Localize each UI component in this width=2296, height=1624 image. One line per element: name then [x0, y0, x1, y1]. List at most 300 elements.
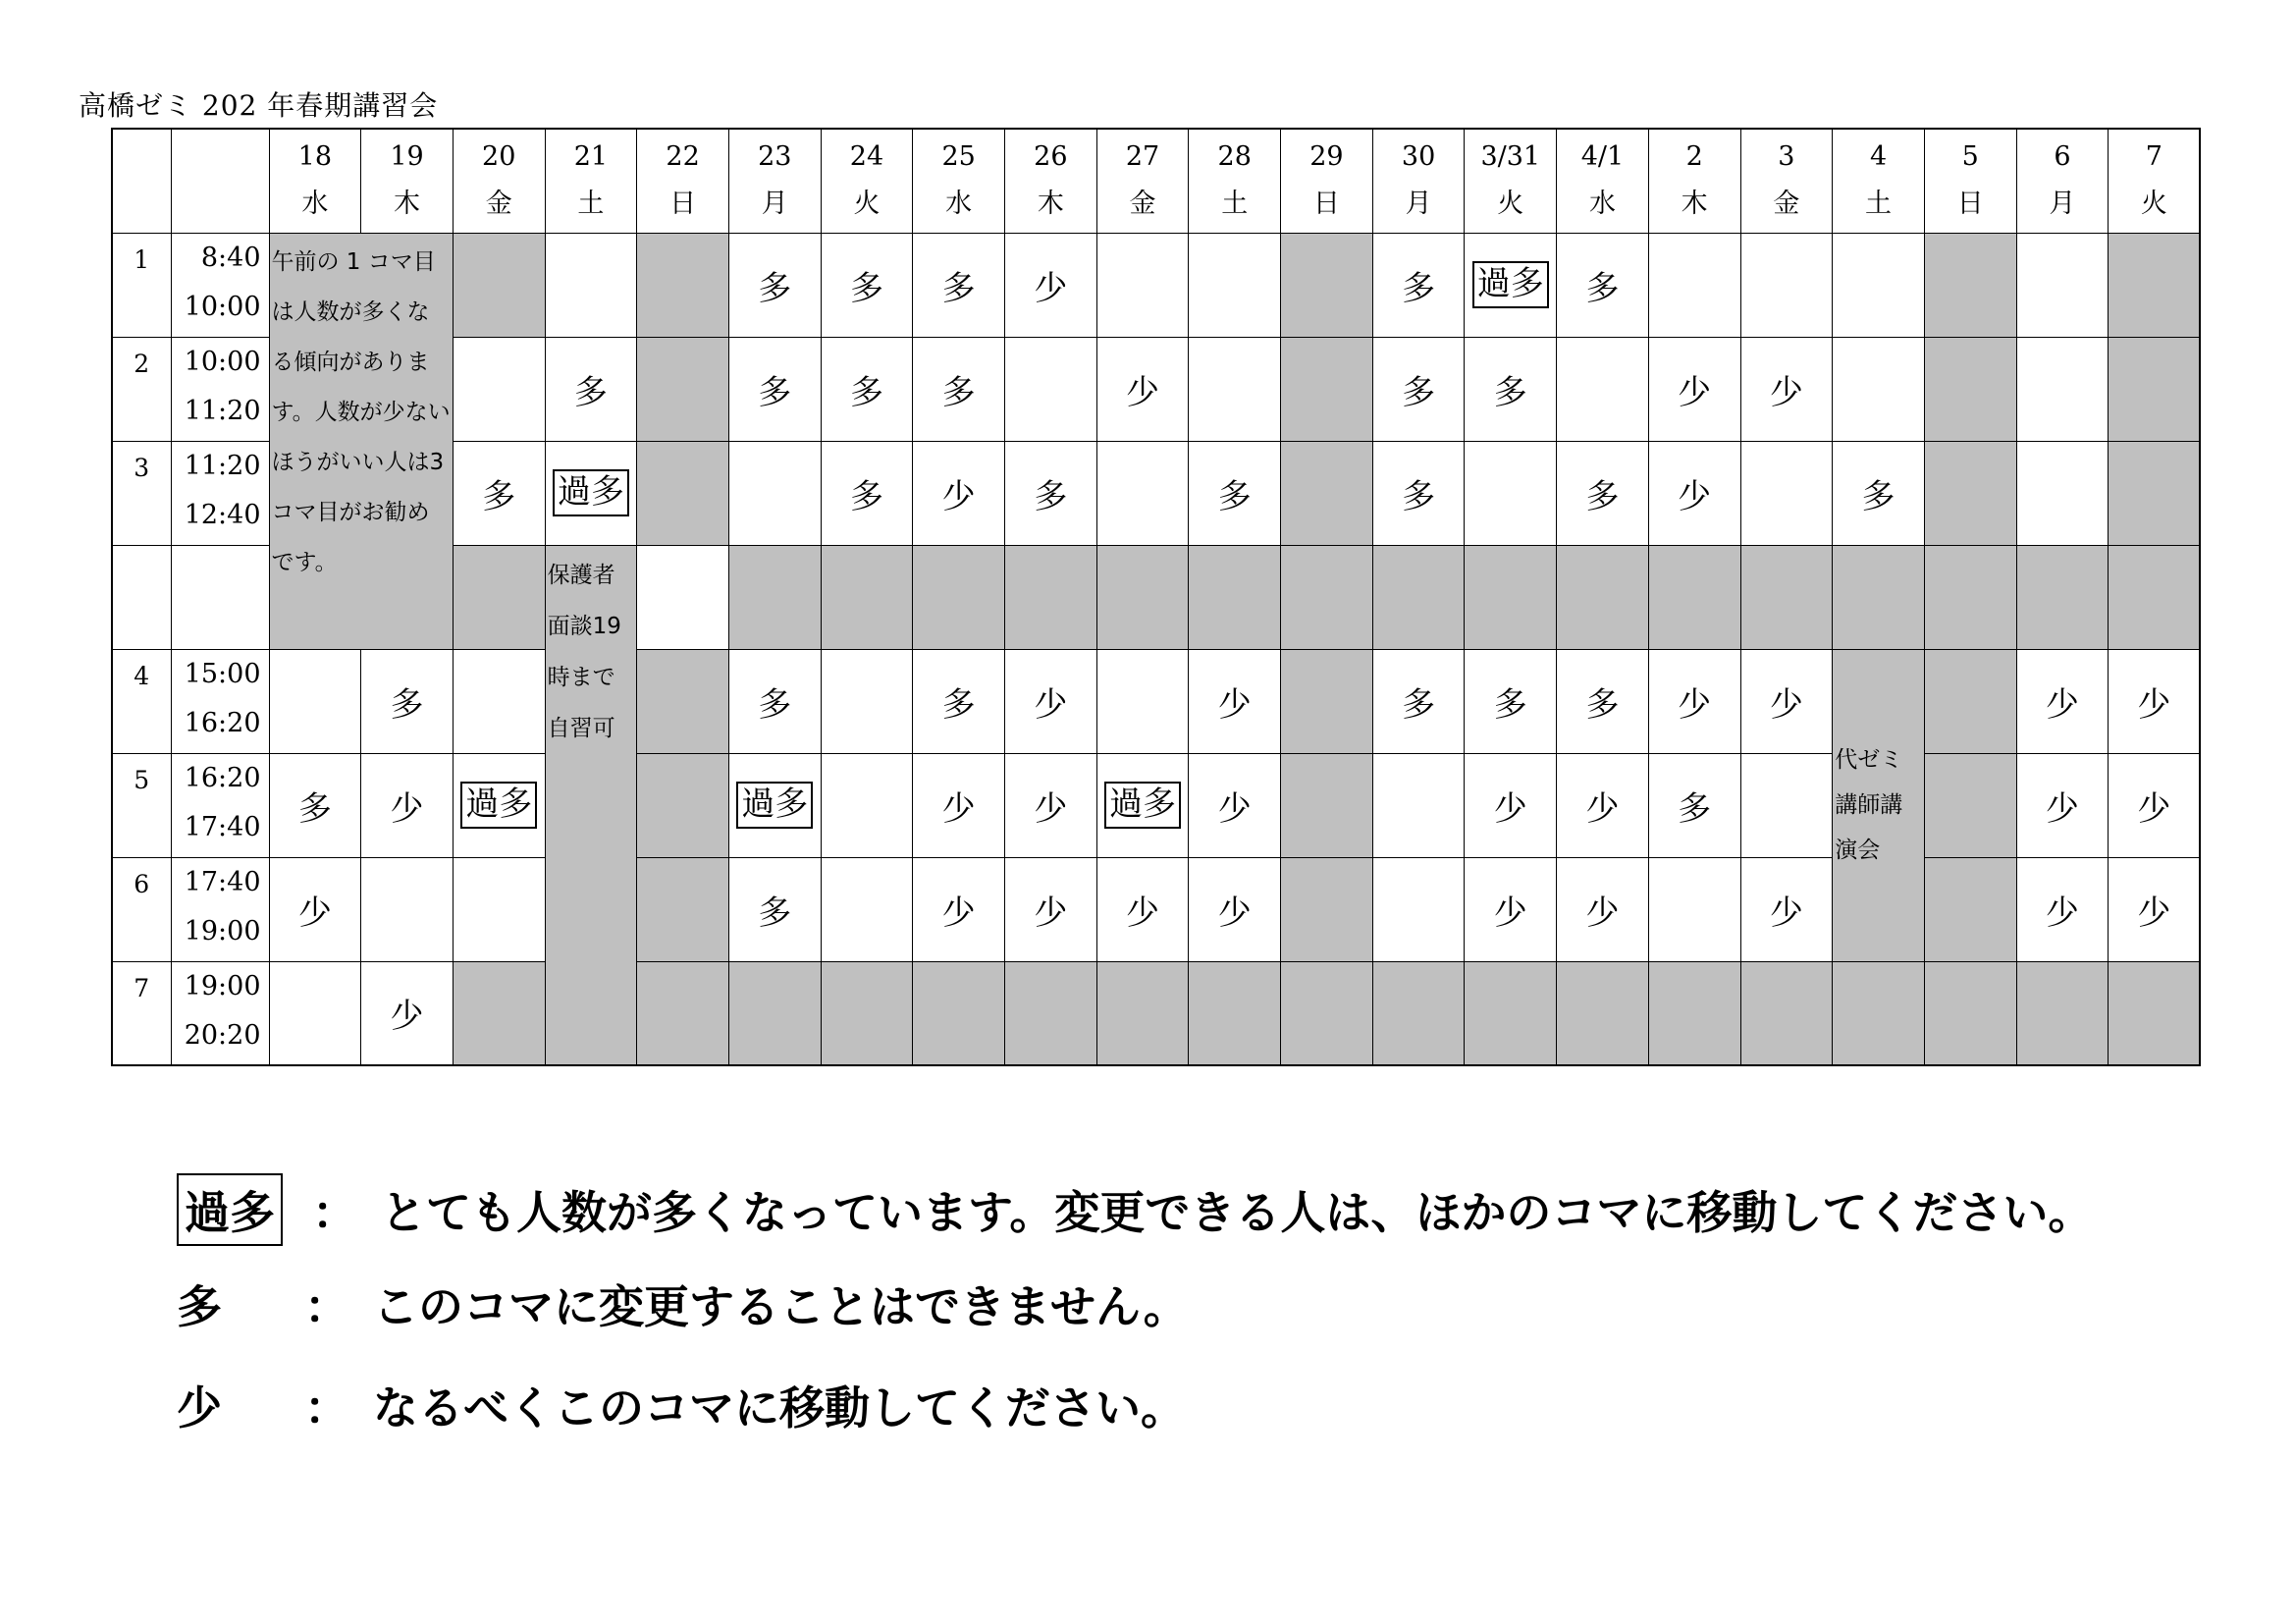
day-number: 2 — [1685, 141, 1703, 173]
day-header — [2016, 129, 2109, 233]
day-number: 6 — [2054, 141, 2071, 173]
busy-mark: 多 — [941, 372, 976, 412]
crowded-mark: 過多 — [736, 782, 813, 828]
slot-cell — [1189, 545, 1281, 649]
day-header — [1281, 129, 1373, 233]
slot-cell — [1833, 961, 1925, 1065]
slot-cell — [1740, 337, 1833, 441]
period-time — [171, 545, 269, 649]
slot-cell — [637, 337, 729, 441]
busy-mark: 多 — [1402, 684, 1436, 725]
busy-mark: 多 — [1402, 268, 1436, 308]
busy-mark: 多 — [297, 788, 332, 829]
slot-cell — [1465, 337, 1557, 441]
slot-cell — [1372, 441, 1465, 545]
time-end: 17:40 — [184, 811, 261, 842]
weekday: 月 — [761, 189, 788, 220]
slot-cell — [1005, 441, 1097, 545]
weekday: 日 — [1956, 189, 1984, 220]
weekday: 日 — [1312, 189, 1340, 220]
day-header — [2109, 129, 2201, 233]
slot-cell — [1005, 857, 1097, 961]
crowded-mark: 過多 — [553, 469, 629, 515]
available-mark: 少 — [390, 788, 424, 829]
period-time — [171, 753, 269, 857]
slot-cell — [1833, 337, 1925, 441]
slot-cell — [1096, 961, 1189, 1065]
day-header — [821, 129, 913, 233]
slot-cell — [728, 753, 821, 857]
weekday: 木 — [394, 189, 421, 220]
busy-mark: 多 — [758, 684, 792, 725]
slot-cell — [1372, 961, 1465, 1065]
day-header — [728, 129, 821, 233]
slot-cell — [545, 441, 637, 545]
available-mark: 少 — [941, 893, 976, 933]
slot-cell — [1005, 337, 1097, 441]
available-mark: 少 — [297, 893, 332, 933]
slot-cell — [1924, 857, 2016, 961]
available-mark: 少 — [1769, 372, 1803, 412]
time-start: 10:00 — [184, 346, 261, 377]
time-end: 11:20 — [184, 395, 261, 426]
day-header — [1372, 129, 1465, 233]
slot-cell — [361, 961, 454, 1065]
slot-cell — [1740, 545, 1833, 649]
slot-cell — [637, 857, 729, 961]
weekday: 土 — [577, 189, 605, 220]
slot-cell — [821, 233, 913, 337]
slot-cell — [2109, 961, 2201, 1065]
period-time — [171, 337, 269, 441]
day-number: 5 — [1961, 141, 1979, 173]
slot-cell — [1465, 857, 1557, 961]
period-time — [171, 441, 269, 545]
slot-cell — [1096, 233, 1189, 337]
slot-cell — [1372, 545, 1465, 649]
slot-cell — [1005, 649, 1097, 753]
day-header — [1005, 129, 1097, 233]
available-mark: 少 — [1678, 684, 1712, 725]
slot-cell — [1005, 753, 1097, 857]
slot-cell — [2016, 337, 2109, 441]
slot-cell — [1648, 441, 1740, 545]
day-number: 22 — [666, 141, 700, 173]
slot-cell — [269, 753, 361, 857]
busy-mark: 多 — [941, 268, 976, 308]
legend-key: 少 — [177, 1381, 222, 1435]
period-row — [112, 233, 2200, 337]
slot-cell — [1740, 753, 1833, 857]
slot-cell — [1557, 961, 1649, 1065]
day-number: 3/31 — [1480, 141, 1541, 173]
available-mark: 少 — [2045, 893, 2079, 933]
legend-key: 過多 — [177, 1173, 283, 1246]
busy-mark: 多 — [482, 476, 516, 516]
time-end: 19:00 — [184, 915, 261, 947]
legend-colon: ： — [304, 1381, 349, 1435]
slot-cell — [1096, 857, 1189, 961]
slot-cell — [913, 233, 1005, 337]
available-mark: 少 — [2045, 788, 2079, 829]
slot-cell — [361, 753, 454, 857]
day-number: 19 — [390, 141, 424, 173]
available-mark: 少 — [1585, 893, 1620, 933]
time-end: 16:20 — [184, 707, 261, 738]
period-number: 7 — [112, 961, 171, 1065]
day-header — [913, 129, 1005, 233]
slot-cell — [913, 649, 1005, 753]
time-start: 8:40 — [200, 242, 261, 273]
slot-cell — [913, 337, 1005, 441]
legend-colon: ： — [312, 1186, 357, 1239]
day-header — [269, 129, 361, 233]
slot-cell — [1740, 441, 1833, 545]
day-number: 21 — [573, 141, 609, 173]
day-number: 18 — [297, 141, 333, 173]
slot-cell — [545, 337, 637, 441]
slot-cell — [1924, 337, 2016, 441]
slot-cell — [913, 441, 1005, 545]
slot-cell — [361, 857, 454, 961]
slot-cell — [1281, 857, 1373, 961]
slot-cell — [728, 233, 821, 337]
period-time — [171, 233, 269, 337]
slot-cell — [1924, 441, 2016, 545]
busy-mark: 多 — [1034, 476, 1068, 516]
day-number: 27 — [1125, 141, 1160, 173]
day-number: 7 — [2145, 141, 2163, 173]
slot-cell — [2109, 441, 2201, 545]
busy-mark: 多 — [758, 372, 792, 412]
day-header — [637, 129, 729, 233]
slot-cell — [1465, 649, 1557, 753]
period-row — [112, 961, 2200, 1065]
slot-cell — [1372, 649, 1465, 753]
busy-mark: 多 — [1493, 684, 1527, 725]
weekday: 火 — [2140, 189, 2167, 220]
weekday: 日 — [669, 189, 697, 220]
slot-cell — [2109, 753, 2201, 857]
time-end: 12:40 — [184, 499, 261, 530]
available-mark: 少 — [2137, 684, 2171, 725]
time-start: 11:20 — [184, 450, 261, 481]
slot-cell — [1281, 753, 1373, 857]
slot-cell — [2016, 441, 2109, 545]
period-number: 1 — [112, 233, 171, 337]
slot-cell — [637, 233, 729, 337]
slot-cell — [821, 337, 913, 441]
slot-cell — [1924, 753, 2016, 857]
legend-item — [177, 1173, 2093, 1246]
available-mark: 少 — [1493, 788, 1527, 829]
slot-cell — [2109, 857, 2201, 961]
slot-cell — [1189, 961, 1281, 1065]
time-start: 16:20 — [184, 762, 261, 793]
slot-cell — [1372, 233, 1465, 337]
slot-cell — [1281, 233, 1373, 337]
slot-cell — [913, 961, 1005, 1065]
time-end: 20:20 — [184, 1019, 261, 1051]
slot-cell — [1557, 857, 1649, 961]
busy-mark: 多 — [1217, 476, 1252, 516]
slot-cell — [913, 753, 1005, 857]
day-number: 20 — [482, 141, 516, 173]
slot-cell — [2109, 337, 2201, 441]
day-header — [1740, 129, 1833, 233]
slot-cell — [1648, 337, 1740, 441]
busy-mark: 多 — [1402, 372, 1436, 412]
crowded-mark: 過多 — [460, 782, 537, 828]
time-start: 15:00 — [184, 658, 261, 689]
slot-cell — [269, 857, 361, 961]
slot-cell — [1557, 233, 1649, 337]
slot-cell — [1465, 233, 1557, 337]
slot-cell — [545, 233, 637, 337]
weekday: 木 — [1037, 189, 1064, 220]
slot-cell — [637, 545, 729, 649]
available-mark: 少 — [1678, 372, 1712, 412]
slot-cell — [1096, 441, 1189, 545]
slot-cell — [2016, 857, 2109, 961]
slot-cell — [1005, 961, 1097, 1065]
weekday: 水 — [945, 189, 973, 220]
available-mark: 少 — [1126, 372, 1160, 412]
slot-cell — [1648, 649, 1740, 753]
slot-cell — [361, 649, 454, 753]
period-number: 2 — [112, 337, 171, 441]
available-mark: 少 — [2045, 684, 2079, 725]
legend-colon: ： — [304, 1280, 349, 1333]
available-mark: 少 — [941, 788, 976, 829]
slot-cell — [728, 961, 821, 1065]
slot-cell — [1924, 545, 2016, 649]
slot-cell — [2016, 753, 2109, 857]
slot-cell — [1557, 649, 1649, 753]
slot-cell — [1005, 545, 1097, 649]
period-number: 6 — [112, 857, 171, 961]
header-period-cell — [112, 129, 171, 233]
slot-cell — [728, 857, 821, 961]
slot-cell — [1648, 545, 1740, 649]
day-header — [361, 129, 454, 233]
slot-cell — [1557, 441, 1649, 545]
busy-mark: 多 — [1678, 788, 1712, 829]
weekday: 水 — [1588, 189, 1616, 220]
morning-note: 午前の 1 コマ目は人数が多くなる傾向があります。人数が少ないほうがいい人は3コマ目がお勧めです。 — [269, 233, 453, 649]
slot-cell — [821, 753, 913, 857]
crowded-mark: 過多 — [1472, 261, 1549, 307]
weekday: 月 — [1405, 189, 1432, 220]
slot-cell — [1281, 337, 1373, 441]
slot-cell — [728, 649, 821, 753]
slot-cell — [1924, 649, 2016, 753]
slot-cell — [821, 545, 913, 649]
busy-mark: 多 — [390, 684, 424, 725]
slot-cell — [1833, 441, 1925, 545]
day-header — [1189, 129, 1281, 233]
header-time-cell — [171, 129, 269, 233]
available-mark: 少 — [1126, 893, 1160, 933]
period-number: 5 — [112, 753, 171, 857]
weekday: 火 — [853, 189, 881, 220]
available-mark: 少 — [1034, 268, 1068, 308]
weekday: 土 — [1865, 189, 1893, 220]
busy-mark: 多 — [849, 268, 883, 308]
legend-text: とても人数が多くなっています。変更できる人は、ほかのコマに移動してください。 — [381, 1186, 2094, 1239]
weekday: 金 — [1773, 189, 1800, 220]
slot-cell — [1833, 233, 1925, 337]
legend-key: 多 — [177, 1280, 222, 1333]
period-row — [112, 649, 2200, 753]
busy-mark: 多 — [1493, 372, 1527, 412]
available-mark: 少 — [1678, 476, 1712, 516]
slot-cell — [1740, 233, 1833, 337]
slot-cell — [1740, 961, 1833, 1065]
busy-mark: 多 — [758, 268, 792, 308]
slot-cell — [1189, 233, 1281, 337]
weekday: 月 — [2049, 189, 2076, 220]
slot-cell — [1096, 545, 1189, 649]
weekday: 水 — [301, 189, 329, 220]
time-start: 17:40 — [184, 866, 261, 897]
slot-cell — [453, 753, 545, 857]
slot-cell — [821, 441, 913, 545]
day-number: 30 — [1401, 141, 1436, 173]
available-mark: 少 — [1034, 893, 1068, 933]
available-mark: 少 — [1493, 893, 1527, 933]
slot-cell — [1096, 337, 1189, 441]
slot-cell — [1648, 753, 1740, 857]
day-header — [1924, 129, 2016, 233]
document-title: 高橋ゼミ 202 年春期講習会 — [79, 89, 439, 122]
slot-cell — [1648, 233, 1740, 337]
available-mark: 少 — [941, 476, 976, 516]
weekday: 金 — [1129, 189, 1156, 220]
slot-cell — [913, 545, 1005, 649]
slot-cell — [1372, 753, 1465, 857]
weekday: 金 — [485, 189, 512, 220]
available-mark: 少 — [1034, 684, 1068, 725]
slot-cell — [728, 441, 821, 545]
day-number: 23 — [758, 141, 792, 173]
slot-cell — [821, 649, 913, 753]
available-mark: 少 — [1217, 893, 1252, 933]
legend-text: なるべくこのコマに移動してください。 — [373, 1381, 1186, 1435]
slot-cell — [2109, 545, 2201, 649]
available-mark: 少 — [390, 997, 424, 1037]
slot-cell — [1281, 545, 1373, 649]
slot-cell — [637, 961, 729, 1065]
slot-cell — [1648, 857, 1740, 961]
slot-cell — [2016, 961, 2109, 1065]
slot-cell — [637, 649, 729, 753]
slot-cell — [1465, 753, 1557, 857]
slot-cell — [1005, 233, 1097, 337]
slot-cell — [1281, 649, 1373, 753]
slot-cell — [1924, 961, 2016, 1065]
available-mark: 少 — [1217, 684, 1252, 725]
busy-mark: 多 — [1585, 268, 1620, 308]
slot-cell — [821, 961, 913, 1065]
busy-mark: 多 — [1402, 476, 1436, 516]
busy-mark: 多 — [941, 684, 976, 725]
slot-cell — [1372, 857, 1465, 961]
slot-cell — [453, 857, 545, 961]
slot-cell — [637, 753, 729, 857]
day-header — [453, 129, 545, 233]
available-mark: 少 — [1034, 788, 1068, 829]
weekday: 木 — [1681, 189, 1708, 220]
available-mark: 少 — [2137, 788, 2171, 829]
slot-cell — [821, 857, 913, 961]
slot-cell — [728, 545, 821, 649]
slot-cell — [1096, 649, 1189, 753]
day-header — [1648, 129, 1740, 233]
slot-cell — [453, 649, 545, 753]
crowded-mark: 過多 — [1104, 782, 1181, 828]
legend-text: このコマに変更することはできません。 — [373, 1280, 1189, 1333]
day-header — [1096, 129, 1189, 233]
period-time — [171, 961, 269, 1065]
slot-cell — [1465, 961, 1557, 1065]
slot-cell — [2016, 233, 2109, 337]
schedule-table — [111, 128, 2201, 1066]
parent-note: 保護者面談19 時まで自習可 — [545, 545, 637, 1065]
legend-item — [177, 1272, 1189, 1336]
available-mark: 少 — [1769, 684, 1803, 725]
available-mark: 少 — [1217, 788, 1252, 829]
busy-mark: 多 — [573, 372, 608, 412]
slot-cell — [1557, 545, 1649, 649]
slot-cell — [1189, 441, 1281, 545]
slot-cell — [1189, 337, 1281, 441]
lecture-note: 代ゼミ講師講演会 — [1833, 649, 1925, 961]
slot-cell — [637, 441, 729, 545]
period-number: 4 — [112, 649, 171, 753]
slot-cell — [1281, 961, 1373, 1065]
slot-cell — [453, 545, 545, 649]
busy-mark: 多 — [849, 476, 883, 516]
slot-cell — [2109, 649, 2201, 753]
day-number: 29 — [1309, 141, 1344, 173]
slot-cell — [1465, 545, 1557, 649]
slot-cell — [913, 857, 1005, 961]
period-number — [112, 545, 171, 649]
busy-mark: 多 — [1585, 684, 1620, 725]
slot-cell — [453, 337, 545, 441]
time-end: 10:00 — [184, 291, 261, 322]
slot-cell — [1096, 753, 1189, 857]
period-number: 3 — [112, 441, 171, 545]
legend-item — [177, 1373, 1186, 1437]
busy-mark: 多 — [1861, 476, 1896, 516]
day-number: 28 — [1217, 141, 1252, 173]
slot-cell — [1189, 649, 1281, 753]
weekday: 土 — [1221, 189, 1249, 220]
day-header — [1557, 129, 1649, 233]
slot-cell — [453, 961, 545, 1065]
period-time — [171, 649, 269, 753]
slot-cell — [453, 441, 545, 545]
slot-cell — [269, 961, 361, 1065]
day-number: 25 — [941, 141, 976, 173]
period-time — [171, 857, 269, 961]
busy-mark: 多 — [1585, 476, 1620, 516]
slot-cell — [1372, 337, 1465, 441]
slot-cell — [1740, 649, 1833, 753]
slot-cell — [2016, 649, 2109, 753]
